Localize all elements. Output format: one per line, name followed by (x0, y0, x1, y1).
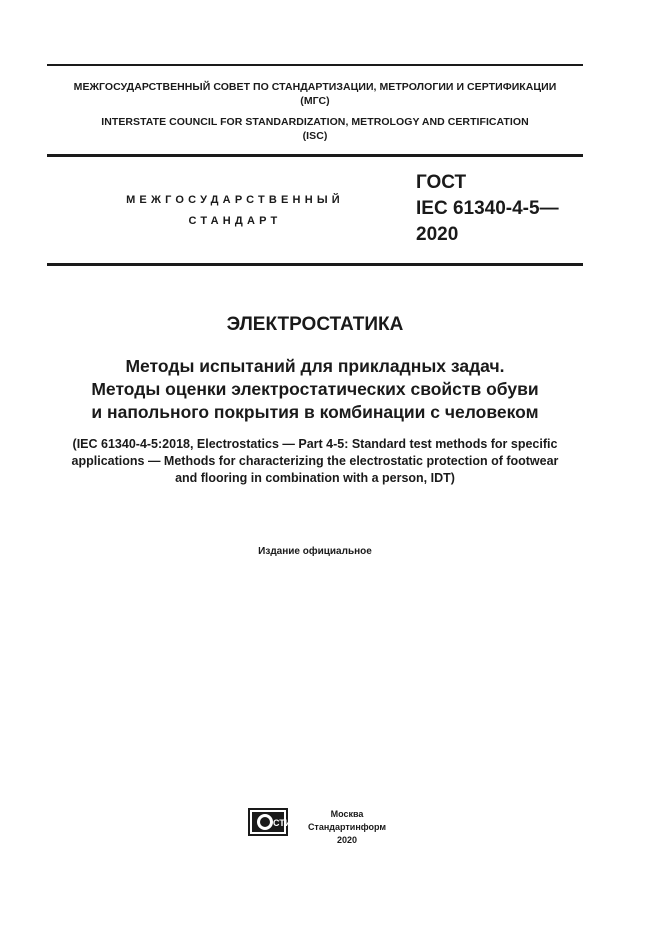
intl-ref-line1: (IEC 61340-4-5:2018, Electrostatics — Part 4-5: Standard test methods for specific (72, 437, 558, 451)
standard-kind-line2: СТАНДАРТ (188, 215, 282, 227)
document-title: ЭЛЕКТРОСТАТИКА (226, 314, 404, 335)
council-ru-abbr: (МГС) (300, 95, 330, 107)
publisher-year: 2020 (336, 835, 358, 845)
standard-divider (47, 263, 583, 266)
council-en-abbr: (ISC) (302, 130, 328, 142)
council-block (47, 80, 583, 143)
council-en: INTERSTATE COUNCIL FOR STANDARDIZATION, METROLOGY AND CERTIFICATION (101, 116, 529, 128)
header-divider (47, 154, 583, 157)
standard-kind-line1: МЕЖГОСУДАРСТВЕННЫЙ (126, 194, 344, 206)
edition-note: Издание официальное (258, 546, 372, 557)
subtitle-line1: Методы испытаний для прикладных задач. (125, 356, 505, 376)
intl-ref-line3: and flooring in combination with a person, IDT) (175, 471, 455, 485)
gost-code-line2: IEC 61340-4-5— (416, 198, 559, 219)
document-subtitle (40, 355, 590, 424)
gost-code-line3: 2020 (416, 224, 459, 245)
international-reference (40, 436, 590, 487)
publisher-name: Стандартинформ (307, 822, 387, 832)
publisher-imprint (302, 808, 392, 847)
gost-code (416, 170, 596, 248)
publisher-city: Москва (330, 809, 364, 819)
intl-ref-line2: applications — Methods for characterizing the electrostatic protection of footwear (71, 454, 559, 468)
subtitle-line2: Методы оценки электростатических свойств обуви (91, 379, 539, 399)
top-rule (47, 64, 583, 66)
logo-letters: СТИ (273, 818, 292, 828)
council-ru: МЕЖГОСУДАРСТВЕННЫЙ СОВЕТ ПО СТАНДАРТИЗАЦИИ, МЕТРОЛОГИИ И СЕРТИФИКАЦИИ (73, 81, 557, 93)
gost-code-line1: ГОСТ (416, 172, 467, 193)
standartinform-logo-icon (248, 808, 292, 836)
standard-kind (90, 190, 380, 232)
subtitle-line3: и напольного покрытия в комбинации с человеком (91, 402, 539, 422)
